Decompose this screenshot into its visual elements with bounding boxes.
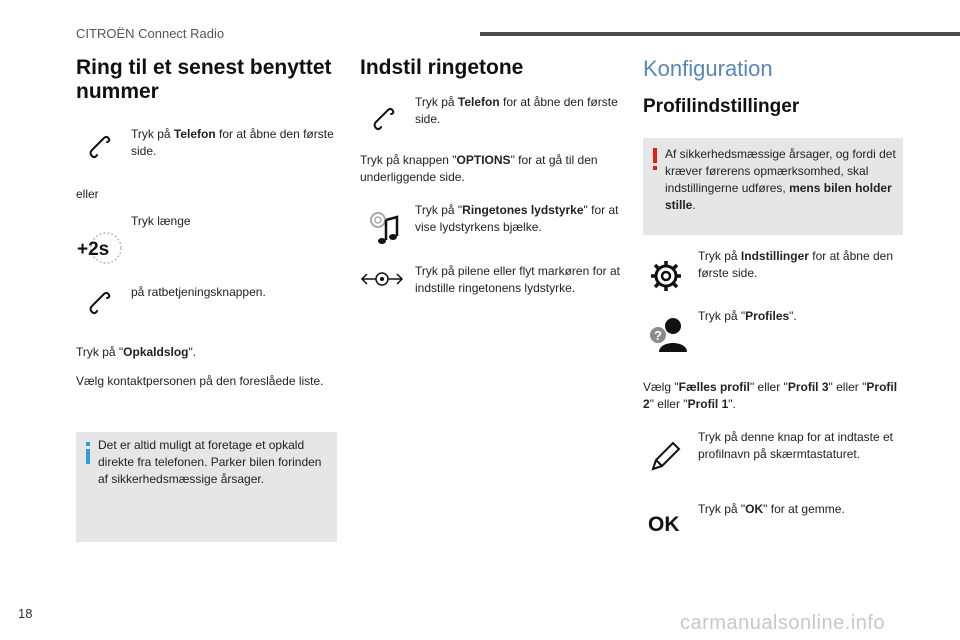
step-text: Tryk på Indstillinger for at åbne den første side.	[698, 249, 893, 280]
info-box	[76, 432, 337, 542]
phone-icon	[370, 106, 396, 132]
step-edit-profile-name	[643, 429, 905, 499]
section-heading: Ring til et senest benyttet nummer	[76, 56, 332, 103]
step-text: Tryk på pilene eller flyt markøren for at indstille ringetonens lydstyrke.	[415, 264, 620, 295]
info-text: Det er altid muligt at foretage et opkald direkte fra telefonen. Parker bilen forinden af sikkerhedsmæssige årsager.	[98, 438, 322, 486]
svg-text:+2s: +2s	[77, 239, 110, 260]
step-text: Tryk på "OK" for at gemme.	[698, 502, 845, 516]
step-call-log: Tryk på "Opkaldslog".	[76, 345, 197, 359]
step-open-phone	[76, 126, 338, 181]
document-header-title: CITROËN Connect Radio	[76, 26, 225, 41]
long-press-2s-icon	[76, 231, 122, 265]
step-text: Tryk på "Profiles".	[698, 309, 797, 323]
step-open-phone	[360, 94, 622, 149]
pencil-icon	[649, 439, 683, 473]
settings-music-icon	[364, 208, 404, 248]
settings-gear-icon	[648, 258, 684, 294]
step-choose-profile: Vælg "Fælles profil" eller "Profil 3" eller "Profil 2" eller "Profil 1".	[643, 380, 898, 411]
step-steering-button	[76, 284, 338, 334]
step-text: Tryk på Telefon for at åbne den første side.	[131, 127, 334, 158]
phone-icon	[86, 290, 112, 316]
section-recent-call	[76, 56, 338, 390]
step-text: Tryk på "Ringetones lydstyrke" for at vise lydstyrkens bjælke.	[415, 203, 619, 234]
step-text: Tryk på Telefon for at åbne den første side.	[415, 95, 618, 126]
section-heading: Indstil ringetone	[360, 56, 524, 79]
step-text: på ratbetjeningsknappen.	[131, 285, 266, 299]
step-choose-contact: Vælg kontaktpersonen på den foreslåede liste.	[76, 374, 324, 388]
warning-icon	[652, 148, 658, 170]
section-ringtone	[360, 56, 622, 303]
warning-box	[643, 138, 903, 235]
phone-icon	[86, 134, 112, 160]
step-profiles	[643, 308, 905, 375]
profile-icon	[647, 314, 687, 354]
step-long-press	[76, 213, 338, 281]
config-steps	[643, 248, 905, 541]
step-save-ok	[643, 501, 905, 541]
section-configuration	[643, 56, 905, 118]
header-bar	[480, 32, 960, 36]
step-open-settings	[643, 248, 905, 303]
slider-arrows-icon	[360, 269, 404, 289]
configuration-heading: Konfiguration	[643, 56, 773, 81]
or-text: eller	[76, 187, 99, 201]
ok-icon: OK	[648, 513, 680, 536]
step-adjust-volume	[360, 263, 622, 303]
step-options: Tryk på knappen "OPTIONS" for at gå til den underliggende side.	[360, 153, 598, 184]
watermark: carmanualsonline.info	[680, 612, 886, 634]
step-text: Tryk længe	[131, 214, 191, 228]
profile-settings-heading: Profilindstillinger	[643, 96, 800, 117]
info-icon	[85, 442, 91, 464]
step-text: Tryk på denne knap for at indtaste et profilnavn på skærmtastaturet.	[698, 430, 894, 461]
step-ringtone-volume	[360, 202, 622, 260]
svg-text:?: ?	[654, 328, 662, 343]
warning-text: Af sikkerhedsmæssige årsager, og fordi det kræver førerens opmærksomhed, skal indstillingerne udføres, mens bilen holder stille.	[665, 147, 896, 212]
page-number: 18	[18, 606, 33, 621]
